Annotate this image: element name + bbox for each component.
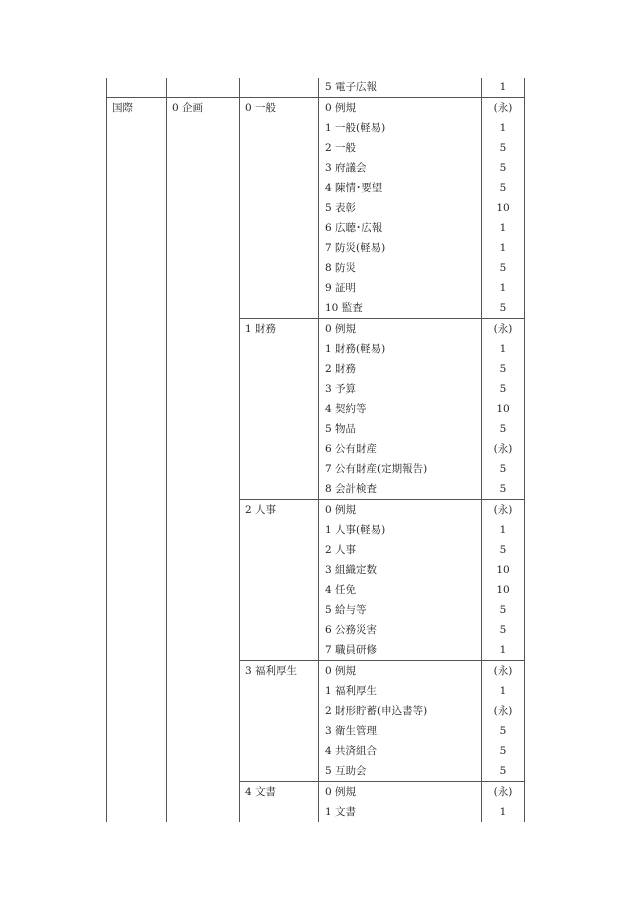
subcategory-cell	[167, 78, 240, 98]
table-row	[107, 339, 525, 359]
subcategory-cell	[167, 580, 240, 600]
item-cell: 2 財務	[319, 359, 482, 379]
section-cell: 4 文書	[240, 782, 319, 803]
item-cell: 4 契約等	[319, 399, 482, 419]
category-cell	[107, 359, 167, 379]
category-cell	[107, 540, 167, 560]
section-cell	[240, 339, 319, 359]
item-cell: 4 共済組合	[319, 741, 482, 761]
subcategory-cell	[167, 379, 240, 399]
item-cell: 3 予算	[319, 379, 482, 399]
retention-period-cell: 10	[482, 198, 525, 218]
item-cell: 6 公有財産	[319, 439, 482, 459]
retention-period-cell: 1	[482, 78, 525, 98]
section-cell	[240, 540, 319, 560]
category-cell	[107, 298, 167, 319]
retention-period-cell: 1	[482, 118, 525, 138]
section-cell	[240, 78, 319, 98]
table-row	[107, 178, 525, 198]
retention-period-cell: 1	[482, 681, 525, 701]
subcategory-cell	[167, 419, 240, 439]
section-cell	[240, 399, 319, 419]
retention-period-cell: 10	[482, 560, 525, 580]
table-row	[107, 218, 525, 238]
table-row	[107, 560, 525, 580]
table-row	[107, 98, 525, 119]
section-cell	[240, 278, 319, 298]
category-cell	[107, 520, 167, 540]
table-row	[107, 158, 525, 178]
subcategory-cell	[167, 721, 240, 741]
section-cell: 0 一般	[240, 98, 319, 119]
section-cell	[240, 741, 319, 761]
category-cell	[107, 419, 167, 439]
category-cell	[107, 721, 167, 741]
category-cell	[107, 439, 167, 459]
subcategory-cell	[167, 118, 240, 138]
category-cell	[107, 459, 167, 479]
subcategory-cell	[167, 178, 240, 198]
table-row	[107, 620, 525, 640]
section-cell	[240, 359, 319, 379]
table-row	[107, 459, 525, 479]
retention-period-cell: (永)	[482, 439, 525, 459]
item-cell: 4 陳情･要望	[319, 178, 482, 198]
retention-period-cell: 5	[482, 298, 525, 319]
subcategory-cell	[167, 158, 240, 178]
item-cell: 1 財務(軽易)	[319, 339, 482, 359]
item-cell: 1 福利厚生	[319, 681, 482, 701]
category-cell	[107, 238, 167, 258]
subcategory-cell	[167, 741, 240, 761]
item-cell: 8 防災	[319, 258, 482, 278]
category-cell	[107, 782, 167, 803]
section-cell	[240, 118, 319, 138]
retention-period-cell: 5	[482, 419, 525, 439]
category-cell	[107, 78, 167, 98]
item-cell: 10 監査	[319, 298, 482, 319]
item-cell: 5 互助会	[319, 761, 482, 782]
item-cell: 5 給与等	[319, 600, 482, 620]
table-row	[107, 399, 525, 419]
item-cell: 7 職員研修	[319, 640, 482, 661]
subcategory-cell	[167, 459, 240, 479]
subcategory-cell	[167, 278, 240, 298]
subcategory-cell	[167, 640, 240, 661]
table-row	[107, 580, 525, 600]
item-cell: 0 例規	[319, 500, 482, 521]
section-cell	[240, 761, 319, 782]
item-cell: 3 衛生管理	[319, 721, 482, 741]
subcategory-cell	[167, 218, 240, 238]
retention-period-cell: 1	[482, 238, 525, 258]
section-cell: 1 財務	[240, 319, 319, 340]
item-cell: 1 文書	[319, 802, 482, 822]
subcategory-cell	[167, 238, 240, 258]
retention-period-cell: (永)	[482, 701, 525, 721]
retention-period-cell: 1	[482, 278, 525, 298]
item-cell: 0 例規	[319, 782, 482, 803]
subcategory-cell	[167, 761, 240, 782]
subcategory-cell	[167, 479, 240, 500]
item-cell: 1 人事(軽易)	[319, 520, 482, 540]
retention-period-cell: 5	[482, 178, 525, 198]
section-cell: 3 福利厚生	[240, 661, 319, 682]
item-cell: 5 表彰	[319, 198, 482, 218]
section-cell	[240, 802, 319, 822]
item-cell: 6 広聴･広報	[319, 218, 482, 238]
section-cell: 2 人事	[240, 500, 319, 521]
category-cell	[107, 560, 167, 580]
retention-period-cell: 10	[482, 399, 525, 419]
retention-period-cell: 5	[482, 600, 525, 620]
subcategory-cell	[167, 298, 240, 319]
section-cell	[240, 640, 319, 661]
retention-period-cell: (永)	[482, 500, 525, 521]
table-row	[107, 500, 525, 521]
subcategory-cell	[167, 319, 240, 340]
item-cell: 3 組織定数	[319, 560, 482, 580]
subcategory-cell: 0 企画	[167, 98, 240, 119]
item-cell: 7 防災(軽易)	[319, 238, 482, 258]
table-row	[107, 419, 525, 439]
category-cell	[107, 198, 167, 218]
retention-period-cell: 5	[482, 540, 525, 560]
category-cell	[107, 661, 167, 682]
subcategory-cell	[167, 802, 240, 822]
subcategory-cell	[167, 661, 240, 682]
item-cell: 0 例規	[319, 98, 482, 119]
table-row	[107, 198, 525, 218]
item-cell: 6 公務災害	[319, 620, 482, 640]
table-row	[107, 238, 525, 258]
subcategory-cell	[167, 600, 240, 620]
table-row	[107, 761, 525, 782]
category-cell	[107, 319, 167, 340]
retention-period-cell: 10	[482, 580, 525, 600]
table-row	[107, 258, 525, 278]
retention-period-cell: 1	[482, 520, 525, 540]
table-row	[107, 278, 525, 298]
subcategory-cell	[167, 258, 240, 278]
section-cell	[240, 198, 319, 218]
retention-period-cell: 5	[482, 459, 525, 479]
category-cell	[107, 681, 167, 701]
table-row	[107, 118, 525, 138]
category-cell	[107, 580, 167, 600]
subcategory-cell	[167, 399, 240, 419]
table-row	[107, 319, 525, 340]
item-cell: 3 府議会	[319, 158, 482, 178]
table-row	[107, 298, 525, 319]
section-cell	[240, 520, 319, 540]
category-cell	[107, 339, 167, 359]
item-cell: 4 任免	[319, 580, 482, 600]
category-cell	[107, 802, 167, 822]
table-row	[107, 439, 525, 459]
section-cell	[240, 238, 319, 258]
item-cell: 0 例規	[319, 319, 482, 340]
item-cell: 7 公有財産(定期報告)	[319, 459, 482, 479]
item-cell: 5 物品	[319, 419, 482, 439]
retention-period-cell: 1	[482, 339, 525, 359]
subcategory-cell	[167, 782, 240, 803]
retention-period-cell: 5	[482, 761, 525, 782]
retention-period-cell: 1	[482, 802, 525, 822]
subcategory-cell	[167, 439, 240, 459]
item-cell: 0 例規	[319, 661, 482, 682]
category-cell	[107, 118, 167, 138]
section-cell	[240, 298, 319, 319]
table-row	[107, 640, 525, 661]
section-cell	[240, 258, 319, 278]
retention-period-cell: 5	[482, 258, 525, 278]
section-cell	[240, 459, 319, 479]
retention-period-cell: (永)	[482, 319, 525, 340]
category-cell	[107, 379, 167, 399]
subcategory-cell	[167, 520, 240, 540]
category-cell	[107, 500, 167, 521]
table-row	[107, 520, 525, 540]
table-row	[107, 782, 525, 803]
retention-period-cell: 5	[482, 359, 525, 379]
category-cell	[107, 479, 167, 500]
table-row	[107, 78, 525, 98]
table-row	[107, 600, 525, 620]
section-cell	[240, 218, 319, 238]
table-row	[107, 479, 525, 500]
item-cell: 8 会計検査	[319, 479, 482, 500]
category-cell	[107, 218, 167, 238]
subcategory-cell	[167, 339, 240, 359]
category-cell	[107, 399, 167, 419]
category-cell	[107, 701, 167, 721]
section-cell	[240, 681, 319, 701]
item-cell: 2 人事	[319, 540, 482, 560]
table-row	[107, 138, 525, 158]
item-cell: 2 財形貯蓄(申込書等)	[319, 701, 482, 721]
category-cell	[107, 620, 167, 640]
category-cell: 国際	[107, 98, 167, 119]
category-cell	[107, 178, 167, 198]
item-cell: 9 証明	[319, 278, 482, 298]
subcategory-cell	[167, 500, 240, 521]
section-cell	[240, 620, 319, 640]
category-cell	[107, 741, 167, 761]
section-cell	[240, 439, 319, 459]
retention-period-cell: 5	[482, 741, 525, 761]
retention-period-cell: (永)	[482, 782, 525, 803]
section-cell	[240, 379, 319, 399]
table-row	[107, 721, 525, 741]
table-row	[107, 741, 525, 761]
category-cell	[107, 640, 167, 661]
section-cell	[240, 419, 319, 439]
section-cell	[240, 701, 319, 721]
table-row	[107, 379, 525, 399]
section-cell	[240, 138, 319, 158]
retention-period-cell: 5	[482, 479, 525, 500]
section-cell	[240, 600, 319, 620]
item-cell: 2 一般	[319, 138, 482, 158]
table-row	[107, 701, 525, 721]
category-cell	[107, 258, 167, 278]
item-cell: 5 電子広報	[319, 78, 482, 98]
section-cell	[240, 178, 319, 198]
category-cell	[107, 761, 167, 782]
category-cell	[107, 158, 167, 178]
section-cell	[240, 721, 319, 741]
subcategory-cell	[167, 138, 240, 158]
section-cell	[240, 560, 319, 580]
subcategory-cell	[167, 701, 240, 721]
retention-period-cell: 5	[482, 138, 525, 158]
retention-period-cell: (永)	[482, 661, 525, 682]
section-cell	[240, 580, 319, 600]
category-cell	[107, 138, 167, 158]
retention-period-cell: (永)	[482, 98, 525, 119]
table-body	[107, 78, 525, 822]
table-row	[107, 681, 525, 701]
retention-period-cell: 1	[482, 640, 525, 661]
retention-schedule-table-container	[106, 78, 524, 822]
category-cell	[107, 278, 167, 298]
category-cell	[107, 600, 167, 620]
subcategory-cell	[167, 198, 240, 218]
table-row	[107, 540, 525, 560]
subcategory-cell	[167, 359, 240, 379]
section-cell	[240, 479, 319, 500]
item-cell: 1 一般(軽易)	[319, 118, 482, 138]
retention-period-cell: 5	[482, 620, 525, 640]
subcategory-cell	[167, 560, 240, 580]
subcategory-cell	[167, 620, 240, 640]
retention-period-cell: 5	[482, 721, 525, 741]
subcategory-cell	[167, 540, 240, 560]
table-row	[107, 661, 525, 682]
subcategory-cell	[167, 681, 240, 701]
retention-period-cell: 5	[482, 158, 525, 178]
table-row	[107, 359, 525, 379]
retention-period-cell: 5	[482, 379, 525, 399]
table-row	[107, 802, 525, 822]
retention-schedule-table	[106, 78, 525, 822]
retention-period-cell: 1	[482, 218, 525, 238]
section-cell	[240, 158, 319, 178]
